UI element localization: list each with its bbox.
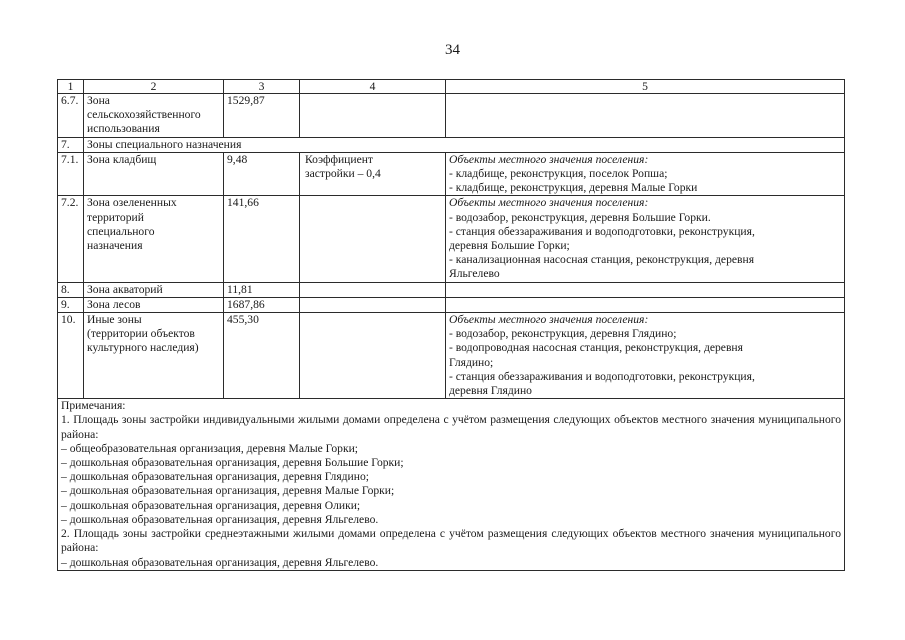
row-number: 6.7. (58, 94, 84, 138)
zone-name-line: назначения (87, 239, 143, 253)
notes-cell (58, 399, 845, 570)
zones-table (57, 79, 845, 571)
zone-objects (446, 94, 845, 138)
header-cell: 2 (84, 80, 224, 94)
note-item: – дошкольная образовательная организация, деревня Малые Горки; (61, 484, 395, 498)
table-row (58, 137, 845, 152)
table-row (58, 282, 845, 297)
objects-line: - водопроводная насосная станция, реконструкция, деревня (449, 341, 743, 355)
zone-coef (300, 282, 446, 297)
header-cell: 5 (446, 80, 845, 94)
notes-title: Примечания: (61, 399, 126, 413)
table-row (58, 196, 845, 282)
note-paragraph-1: 1. Площадь зоны застройки индивидуальными жилыми домами определена с учётом размещения следующих объектов местного значения муниципального района: (61, 413, 841, 441)
zone-name-line: (территории объектов (87, 327, 195, 341)
note-item: – дошкольная образовательная организация, деревня Олики; (61, 498, 361, 512)
objects-line: Яльгелево (449, 267, 500, 281)
zone-name-line: Зона кладбищ (87, 152, 157, 166)
zone-name (84, 196, 224, 282)
zone-coef (300, 196, 446, 282)
zone-name-line: использования (87, 122, 160, 136)
objects-title: Объекты местного значения поселения: (449, 313, 649, 327)
table-header-row (58, 80, 845, 94)
zone-coef (300, 152, 446, 196)
zone-area: 1687,86 (224, 297, 300, 312)
row-number: 10. (58, 313, 84, 399)
objects-line: - станция обеззараживания и водоподготовки, реконструкция, (449, 224, 755, 238)
zone-objects (446, 297, 845, 312)
objects-line: - водозабор, реконструкция, деревня Глядино; (449, 327, 677, 341)
zone-area: 141,66 (224, 196, 300, 282)
header-cell: 4 (300, 80, 446, 94)
row-number: 9. (58, 297, 84, 312)
note-item: – общеобразовательная организация, деревня Малые Горки; (61, 441, 359, 455)
note-item: – дошкольная образовательная организация, деревня Глядино; (61, 470, 369, 484)
zone-area: 1529,87 (224, 94, 300, 138)
zone-name-line: Зона озелененных (87, 196, 177, 210)
row-number: 7. (58, 137, 84, 152)
zone-area: 455,30 (224, 313, 300, 399)
objects-line: - водозабор, реконструкция, деревня Большие Горки. (449, 210, 711, 224)
zone-name-line: сельскохозяйственного (87, 108, 201, 122)
row-number: 8. (58, 282, 84, 297)
objects-line: - станция обеззараживания и водоподготовки, реконструкция, (449, 369, 755, 383)
zone-coef (300, 297, 446, 312)
note-item: – дошкольная образовательная организация, деревня Яльгелево. (61, 555, 379, 569)
row-number: 7.1. (58, 152, 84, 196)
objects-line: Глядино; (449, 355, 494, 369)
zone-coef-line: застройки – 0,4 (305, 167, 381, 181)
zone-objects (446, 282, 845, 297)
zone-name: Зона акваторий (84, 282, 224, 297)
zone-name (84, 94, 224, 138)
zone-objects (446, 152, 845, 196)
objects-line: - кладбище, реконструкция, деревня Малые Горки (449, 181, 698, 195)
section-title: Зоны специального назначения (84, 137, 845, 152)
objects-line: - кладбище, реконструкция, поселок Ропша; (449, 167, 668, 181)
objects-line: деревня Большие Горки; (449, 239, 570, 253)
table-row (58, 94, 845, 138)
note-item: – дошкольная образовательная организация, деревня Яльгелево. (61, 512, 379, 526)
header-cell: 1 (58, 80, 84, 94)
zone-name-line: Иные зоны (87, 313, 142, 327)
zone-name-line: Зона (87, 94, 110, 107)
table-row (58, 297, 845, 312)
objects-line: - канализационная насосная станция, реконструкция, деревня (449, 253, 755, 267)
objects-line: деревня Глядино (449, 384, 532, 398)
page-number: 34 (445, 42, 460, 58)
note-item: – дошкольная образовательная организация, деревня Большие Горки; (61, 456, 404, 470)
notes-row (58, 399, 845, 570)
zone-coef (300, 94, 446, 138)
objects-title: Объекты местного значения поселения: (449, 152, 649, 166)
zone-name-line: территорий (87, 210, 144, 224)
zone-area: 11,81 (224, 282, 300, 297)
zone-coef-line: Коэффициент (305, 152, 373, 166)
zone-objects (446, 313, 845, 399)
table-row (58, 313, 845, 399)
zone-objects (446, 196, 845, 282)
table-row (58, 152, 845, 196)
zone-name: Зона лесов (84, 297, 224, 312)
note-paragraph-2: 2. Площадь зоны застройки среднеэтажными жилыми домами определена с учётом размещения следующих объектов местного значения муниципального района: (61, 527, 841, 555)
zone-coef (300, 313, 446, 399)
zone-name (84, 152, 224, 196)
zone-name (84, 313, 224, 399)
zone-area: 9,48 (224, 152, 300, 196)
objects-title: Объекты местного значения поселения: (449, 196, 649, 210)
zone-name-line: культурного наследия) (87, 341, 199, 355)
header-cell: 3 (224, 80, 300, 94)
row-number: 7.2. (58, 196, 84, 282)
zone-name-line: специального (87, 224, 155, 238)
